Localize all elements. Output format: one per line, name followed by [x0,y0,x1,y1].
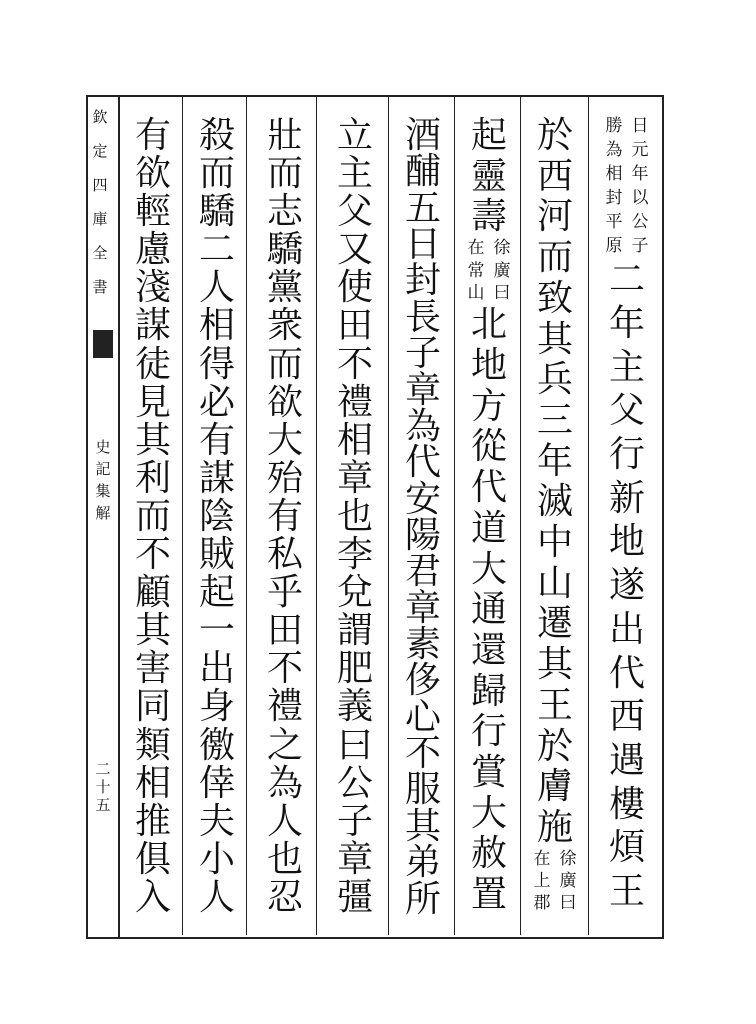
main-char: 類 [134,724,171,766]
text-column-5 [326,115,384,918]
column-divider [246,97,247,935]
main-char: 新 [608,477,645,519]
main-char: 致 [536,277,573,319]
commentary-char: 平 [605,212,623,233]
main-char: 陽 [404,514,441,556]
main-char: 其 [536,318,573,360]
main-char: 不 [404,733,441,775]
main-text-run [607,259,647,918]
main-char: 肥 [336,648,373,690]
main-char: 遷 [536,603,573,645]
commentary-char: 封 [605,188,623,209]
main-char: 兌 [336,572,373,614]
main-char: 通 [470,589,507,631]
main-char: 心 [404,696,441,738]
commentary-char: 徐 [493,238,511,259]
main-char: 使 [336,267,373,309]
main-char: 推 [134,800,171,842]
commentary-note [467,240,511,307]
main-char: 見 [134,381,171,423]
main-char: 為 [266,762,303,804]
margin-top-title [92,110,108,314]
main-char: 壽 [470,196,507,238]
main-char: 得 [198,343,235,385]
main-char: 安 [404,478,441,520]
commentary-note [605,118,649,262]
main-char: 代 [608,652,645,694]
commentary-char: 在 [533,848,551,869]
main-char: 而 [536,237,573,279]
main-char: 西 [536,155,573,197]
main-char: 夫 [198,800,235,842]
commentary-line-right [559,848,577,918]
text-column-7 [190,115,244,918]
main-char: 兵 [536,359,573,401]
main-char: 王 [536,684,573,726]
commentary-char: 山 [467,282,485,303]
main-char: 人 [198,267,235,309]
main-char: 遂 [608,565,645,607]
main-char: 不 [134,534,171,576]
main-char: 地 [470,344,507,386]
commentary-line-right [631,118,649,262]
main-char: 施 [536,806,573,848]
main-char: 起 [198,572,235,614]
main-char: 志 [266,191,303,233]
main-char: 主 [336,153,373,195]
main-text-run [469,304,509,918]
main-char: 二 [608,259,645,301]
main-text-run [535,115,575,851]
main-char: 忍 [266,876,303,918]
main-text-run [197,115,237,918]
commentary-char: 常 [467,260,485,281]
main-char: 道 [470,507,507,549]
text-column-4 [394,115,452,920]
main-char: 於 [536,115,573,156]
margin-char: 定 [92,142,108,160]
main-char: 為 [404,405,441,447]
main-char: 侈 [404,660,441,702]
main-char: 其 [404,805,441,847]
main-text-run [403,115,443,920]
main-char: 行 [608,434,645,475]
main-char: 人 [198,876,235,918]
main-char: 人 [266,800,303,842]
main-char: 倖 [198,762,235,804]
main-char: 弟 [404,842,441,884]
main-char: 而 [198,153,235,195]
main-char: 起 [470,115,507,156]
main-char: 乎 [266,572,303,614]
column-divider [182,97,183,935]
commentary-line-right [493,240,511,307]
main-char: 酺 [404,151,441,193]
main-char: 五 [404,187,441,229]
text-column-3 [460,115,518,918]
main-char: 李 [336,534,373,576]
main-char: 大 [266,419,303,461]
main-char: 出 [608,608,645,650]
main-char: 赦 [470,833,507,875]
main-text-run [133,115,173,918]
commentary-char: 以 [631,188,649,209]
main-char: 義 [336,686,373,728]
margin-char: 庫 [92,210,108,228]
main-char: 公 [336,762,373,804]
main-char: 章 [336,838,373,880]
main-char: 其 [536,644,573,686]
main-char: 驕 [198,191,235,233]
margin-char: 二 [95,760,111,778]
main-char: 田 [266,610,303,652]
text-column-6 [256,115,314,918]
commentary-char: 相 [605,164,623,185]
margin-char: 四 [92,176,108,194]
main-char: 出 [198,648,235,690]
commentary-char: 曰 [493,282,511,303]
commentary-char: 曰 [559,893,577,914]
main-char: 害 [134,648,171,690]
margin-book-title [95,440,111,528]
main-char: 煩 [608,827,645,869]
main-char: 有 [134,115,171,156]
main-char: 子 [336,800,373,842]
commentary-char: 廣 [559,871,577,892]
main-char: 同 [134,686,171,728]
commentary-char: 元 [631,140,649,161]
main-char: 章 [404,369,441,411]
main-char: 淺 [134,267,171,309]
column-divider [588,97,589,935]
main-char: 代 [470,467,507,509]
main-char: 欲 [266,381,303,423]
main-char: 入 [134,876,171,918]
main-char: 行 [470,711,507,753]
main-char: 樓 [608,783,645,825]
main-char: 從 [470,426,507,468]
main-char: 靈 [470,155,507,197]
main-char: 謀 [198,457,235,499]
main-char: 一 [198,610,235,652]
main-char: 禮 [266,686,303,728]
main-char: 地 [608,521,645,563]
margin-char: 五 [95,796,111,814]
main-char: 俱 [134,838,171,880]
main-char: 王 [608,871,645,913]
commentary-char: 公 [631,212,649,233]
main-char: 章 [404,587,441,629]
commentary-char: 為 [605,140,623,161]
main-char: 相 [134,762,171,804]
main-char: 賊 [198,534,235,576]
text-column-2 [525,115,585,918]
commentary-line-left [605,118,623,262]
commentary-char: 徐 [559,848,577,869]
commentary-char: 在 [467,238,485,259]
main-char: 不 [266,648,303,690]
main-char: 膚 [536,766,573,808]
main-char: 也 [266,838,303,880]
margin-char: 書 [92,278,108,296]
main-char: 彊 [336,876,373,918]
column-divider [388,97,389,935]
main-char: 二 [198,229,235,271]
main-char: 酒 [404,115,441,156]
main-char: 所 [404,878,441,920]
main-char: 而 [266,343,303,385]
main-char: 封 [404,260,441,302]
commentary-char: 日 [631,116,649,136]
main-char: 之 [266,724,303,766]
commentary-line-left [467,240,485,307]
main-char: 陰 [198,495,235,537]
column-divider [520,97,521,935]
main-char: 殺 [198,115,235,156]
margin-char: 記 [95,460,111,478]
main-char: 中 [536,522,573,564]
main-char: 而 [134,495,171,537]
main-char: 徒 [134,343,171,385]
main-char: 西 [608,696,645,738]
main-char: 服 [404,769,441,811]
main-char: 大 [470,548,507,590]
main-char: 父 [336,191,373,233]
main-char: 壯 [266,115,303,156]
main-char: 置 [470,874,507,916]
commentary-char: 郡 [533,893,551,914]
main-char: 謀 [134,305,171,347]
main-char: 立 [336,115,373,156]
main-char: 輕 [134,191,171,233]
main-char: 賞 [470,752,507,794]
main-char: 欲 [134,153,171,195]
main-char: 而 [266,153,303,195]
main-char: 小 [198,838,235,880]
margin-char: 全 [92,244,108,262]
main-text-run [265,115,305,918]
main-char: 田 [336,305,373,347]
commentary-char: 廣 [493,260,511,281]
main-char: 相 [198,305,235,347]
margin-char: 欽 [92,108,108,126]
main-char: 山 [536,562,573,604]
main-char: 北 [470,304,507,346]
main-char: 河 [536,196,573,238]
main-char: 必 [198,381,235,423]
main-char: 大 [470,792,507,834]
main-char: 謂 [336,610,373,652]
commentary-char: 子 [631,236,649,257]
main-char: 子 [404,333,441,375]
fishtail-mark [93,330,113,358]
main-char: 方 [470,385,507,427]
main-char: 利 [134,457,171,499]
main-char: 徼 [198,724,235,766]
main-char: 慮 [134,229,171,271]
margin-char: 解 [95,504,111,522]
main-char: 又 [336,229,373,271]
commentary-line-left [533,848,551,918]
margin-band-rule [118,95,120,937]
main-char: 年 [608,302,645,344]
main-char: 曰 [336,724,373,766]
margin-char: 十 [95,778,111,796]
main-char: 主 [608,346,645,388]
main-char: 驕 [266,229,303,271]
main-char: 三 [536,399,573,441]
main-char: 其 [134,419,171,461]
text-column-1 [598,118,656,918]
main-char: 年 [536,440,573,482]
main-char: 不 [336,343,373,385]
main-char: 私 [266,534,303,576]
main-char: 於 [536,725,573,767]
main-char: 章 [336,457,373,499]
text-column-8 [126,115,180,918]
main-char: 君 [404,551,441,593]
main-char: 滅 [536,481,573,523]
column-divider [316,97,317,935]
main-char: 日 [404,224,441,266]
main-char: 歸 [470,670,507,712]
column-divider [454,97,455,935]
main-char: 遇 [608,739,645,781]
commentary-char: 上 [533,871,551,892]
main-char: 身 [198,686,235,728]
main-char: 還 [470,629,507,671]
main-char: 黨 [266,267,303,309]
commentary-char: 年 [631,164,649,185]
margin-char: 集 [95,482,111,500]
main-char: 代 [404,442,441,484]
main-char: 禮 [336,381,373,423]
main-text-run [335,115,375,918]
main-char: 有 [266,495,303,537]
main-char: 素 [404,624,441,666]
main-char: 父 [608,390,645,432]
commentary-char: 原 [605,236,623,257]
main-char: 殆 [266,457,303,499]
margin-char: 史 [95,438,111,456]
main-char: 相 [336,419,373,461]
main-char: 長 [404,296,441,338]
main-text-run [469,115,509,240]
main-char: 其 [134,610,171,652]
margin-page-number [95,762,111,816]
commentary-char: 勝 [605,116,623,136]
main-char: 顧 [134,572,171,614]
main-char: 有 [198,419,235,461]
main-char: 也 [336,495,373,537]
commentary-note [533,848,577,918]
main-char: 衆 [266,305,303,347]
